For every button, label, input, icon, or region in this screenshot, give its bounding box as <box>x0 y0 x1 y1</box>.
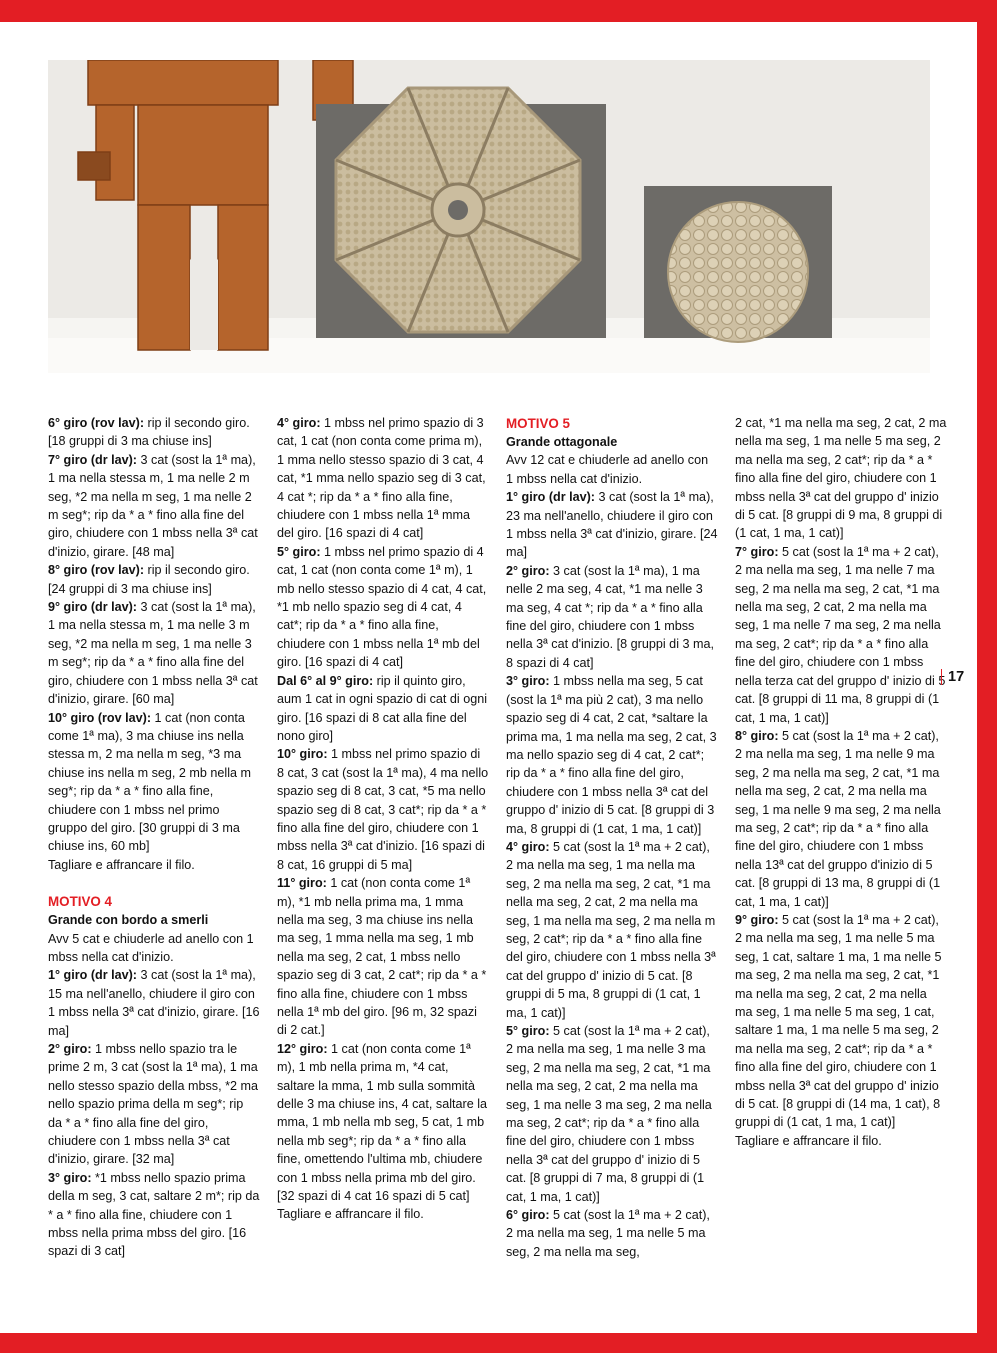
instruction-row: 9° giro: 5 cat (sost la 1ª ma + 2 cat), 2 ma nella ma seg, 1 ma nelle 5 ma seg, 1 cat, saltare 1 ma, 1 ma nelle 5 ma seg, 2 ma nella ma seg, 2 cat, *1 ma nella ma seg, 2 cat, 2 ma nella ma seg, 1 ma nelle 5 ma seg, 1 cat, saltare 1 ma, 1 ma nelle 5 ma seg, 2 ma nella ma seg, 2 cat*; rip da * a * fino alla fine del giro, chiudere con 1 mbss nella 3ª cat del gruppo d' inizio di 5 cat. [8 gruppi di (14 ma, 1 cat), 8 gruppi di (1 cat, 1 ma, 1 cat)] <box>735 912 942 1130</box>
column-1 <box>48 414 260 1261</box>
red-border-top <box>0 0 997 22</box>
instruction-row: 5° giro: 5 cat (sost la 1ª ma + 2 cat), 2 ma nella ma seg, 1 ma nelle 3 ma seg, 2 ma nella ma seg, 2 cat, *1 ma nella ma seg, 2 cat, 2 ma nella ma seg, 1 ma nelle 3 ma seg, 2 ma nella ma seg, 2 cat*; rip da * a * fino alla fine del giro, chiudere con 1 mbss nella 3ª cat del gruppo d' inizio di 5 cat. [8 gruppi di 7 ma, 8 gruppi di (1 cat, 1 ma, 1 cat)] <box>506 1024 712 1204</box>
instruction-row: 7° giro: 5 cat (sost la 1ª ma + 2 cat), 2 ma nella ma seg, 1 ma nelle 7 ma seg, 2 ma nella ma seg, 2 cat, *1 ma nella ma seg, 2 cat, 2 ma nella ma seg, 1 ma nelle 7 ma seg, 2 ma nella ma seg, 2 cat*; rip da * a * fino alla fine del giro, chiudere con 1 mbss nella terza cat del gruppo d' inizio di 5 cat. [8 gruppi di 11 ma, 8 gruppi di (1 cat, 1 ma, 1 cat)] <box>735 544 946 725</box>
instruction-row: 5° giro: 1 mbss nel primo spazio di 4 cat, 1 cat (non conta come 1ª m), 1 mb nello stesso spazio di 4 cat, 4 cat, *1 mb nello spazio seg di 4 cat, 4 cat*; rip da * a * fino alla fine, chiudere con 1 mbss nella 1ª mb del giro. [16 spazi di 4 cat] <box>277 544 487 670</box>
instruction-row: 8° giro (rov lav): rip il secondo giro. [24 gruppi di 3 ma chiuse ins] <box>48 563 250 596</box>
instruction-row: Tagliare e affrancare il filo. <box>277 1207 424 1222</box>
instruction-row: Tagliare e affrancare il filo. <box>48 857 195 872</box>
page-number: 17 <box>941 669 964 685</box>
instruction-row: 2° giro: 1 mbss nello spazio tra le prime 2 m, 3 cat (sost la 1ª ma), 1 ma nello stesso spazio della mbss, *2 ma nello spazio prima della m seg*; rip da * a * fino alla fine del giro, chiudere con 1 mbss nella 3ª cat d'inizio, girare. [32 ma] <box>48 1042 258 1167</box>
instruction-row: 6° giro: 5 cat (sost la 1ª ma + 2 cat), 2 ma nella ma seg, 1 ma nelle 5 ma seg, 2 ma nella ma seg, <box>506 1208 710 1259</box>
instruction-row: 1° giro (dr lav): 3 cat (sost la 1ª ma), 15 ma nell'anello, chiudere il giro con 1 mbss nella 3ª cat d'inizio, girare. [16 ma] <box>48 968 260 1038</box>
column-2 <box>277 414 489 1224</box>
red-border-bottom <box>0 1333 997 1353</box>
instruction-row: 1° giro (dr lav): 3 cat (sost la 1ª ma), 23 ma nell'anello, chiudere il giro con 1 mbss nella 3ª cat d'inizio, girare. [24 ma] <box>506 490 718 560</box>
crochet-motifs-photo <box>48 60 930 373</box>
instruction-row: 12° giro: 1 cat (non conta come 1ª m), 1 mb nella prima m, *4 cat, saltare la mma, 1 mb sulla sommità delle 3 ma chiuse ins, 4 cat, saltare la mma, 1 mb nella mb seg, 5 cat, 1 mb nella mb seg*; rip da * a * fino alla fine, omettendo l'ultima mb, chiudere con 1 mbss nella prima mb del giro. [32 spazi di 4 cat 16 spazi di 5 cat] <box>277 1041 488 1204</box>
red-border-right <box>977 0 997 1353</box>
instruction-row: 7° giro (dr lav): 3 cat (sost la 1ª ma), 1 ma nella stessa m, 1 ma nelle 2 m seg, *2 ma nella m seg, 1 ma nelle 2 m seg*; rip da * a * fino alla fine del giro, chiudere con 1 mbss nella 3ª cat d'inizio, girare. [48 ma] <box>48 452 258 559</box>
instruction-row: 3° giro: 1 mbss nella ma seg, 5 cat (sost la 1ª ma più 2 cat), 3 ma nello spazio seg di 4 cat, 2 cat, *saltare la prima ma, 1 ma nella ma seg, 2 cat, 3 ma nello spazio seg di 4 cat, 2 cat*; rip da * a * fino alla fine del giro, chiudere con 1 mbss nella 3ª cat del gruppo d' inizio di 5 cat. [8 gruppi di 3 ma, 8 gruppi di (1 cat, 1 ma, 1 cat)] <box>506 674 717 836</box>
instruction-row: 4° giro: 5 cat (sost la 1ª ma + 2 cat), 2 ma nella ma seg, 1 ma nella ma seg, 2 ma nella ma seg, 2 cat, *1 ma nella ma seg, 2 cat, 2 ma nella ma seg, 1 ma nella ma seg, 2 ma nella m seg, 2 cat*; rip da * a * fino alla fine del giro, chiudere con 1 mbss nella 3ª cat del gruppo d' inizio di 5 cat. [8 gruppi di 5 ma, 8 gruppi di (1 cat, 1 ma, 1 cat)] <box>506 839 716 1020</box>
motif-4-title: MOTIVO 4 <box>48 894 112 910</box>
instruction-row: Tagliare e affrancare il filo. <box>735 1133 882 1148</box>
instruction-row: 3° giro: *1 mbss nello spazio prima della m seg, 3 cat, saltare 2 m*; rip da * a * fino alla fine, chiudere con 1 mbss nella prima mbss del giro. [16 spazi di 3 cat] <box>48 1170 260 1259</box>
column-3 <box>506 414 718 1261</box>
instruction-row: 2° giro: 3 cat (sost la 1ª ma), 1 ma nelle 2 ma seg, 4 cat, *1 ma nelle 3 ma seg, 4 cat *; rip da * a * fino alla fine del giro, chiudere con 1 mbss nella 3ª cat d'inizio. [8 gruppi di 3 ma, 8 spazi di 4 cat] <box>506 563 714 670</box>
instruction-row: Dal 6° al 9° giro: rip il quinto giro, aum 1 cat in ogni spazio di cat di ogni giro. [16 spazi di 8 cat alla fine del nono giro] <box>277 673 488 743</box>
motif-5-subtitle: Grande ottagonale <box>506 435 618 449</box>
column-4 <box>735 414 947 1150</box>
instruction-row: 8° giro: 5 cat (sost la 1ª ma + 2 cat), 2 ma nella ma seg, 1 ma nelle 9 ma seg, 2 ma nella ma seg, 2 cat, *1 ma nella ma seg, 2 cat, 2 ma nella ma seg, 1 ma nelle 9 ma seg, 2 ma nella ma seg, 2 cat*; rip da * a * fino alla fine del giro, chiudere con 1 mbss nella 13ª cat del gruppo d'inizio di 5 cat. [8 gruppi di 13 ma, 8 gruppi di (1 cat, 1 ma, 1 cat)] <box>735 728 941 909</box>
instruction-row: 10° giro (rov lav): 1 cat (non conta come 1ª ma), 3 ma chiuse ins nella stessa m, 2 ma nella m seg, *3 ma chiuse ins nella m seg, 2 mb nella m seg*; rip da * a * fino alla fine, chiudere con 1 mbss nel primo gruppo del giro. [30 gruppi di 3 ma chiuse ins, 60 mb] <box>48 710 251 854</box>
instruction-row: 9° giro (dr lav): 3 cat (sost la 1ª ma), 1 ma nella stessa m, 1 ma nelle 3 m seg, *2 ma nella m seg, 1 ma nelle 3 m seg*; rip da * a * fino alla fine del giro, chiudere con 1 mbss nella 3ª cat d'inizio, girare. [60 ma] <box>48 600 258 707</box>
motif-4-subtitle: Grande con bordo a smerli <box>48 913 209 928</box>
motif-5-intro: Avv 12 cat e chiuderle ad anello con 1 mbss nella cat d'inizio. <box>506 453 709 486</box>
instruction-row: 4° giro: 1 mbss nel primo spazio di 3 cat, 1 cat (non conta come prima m), 1 mma nello stesso spazio di 3 cat, 4 cat, *1 mma nello spazio seg di 3 cat, 4 cat *; rip da * a * fino alla fine, chiudere con 1 mbss nella 1ª mma del giro. [16 spazi di 4 cat] <box>277 416 486 541</box>
instruction-row: 6° giro (rov lav): rip il secondo giro. [18 gruppi di 3 ma chiuse ins] <box>48 416 250 449</box>
instruction-row: 11° giro: 1 cat (non conta come 1ª m), *1 mb nella prima ma, 1 mma nella ma seg, 3 ma chiuse ins nella ma seg, 1 mma nella ma seg, 1 mb nella ma seg, 2 cat, 1 mbss nello spazio seg di 3 cat, 2 cat*; rip da * a * fino alla fine, chiudere con 1 mbss nella 1ª mb del giro. [96 m, 32 spazi di 2 cat.] <box>277 876 487 1038</box>
instruction-row: 2 cat, *1 ma nella ma seg, 2 cat, 2 ma nella ma seg, 1 ma nelle 5 ma seg, 2 ma nella ma seg, 2 cat*; rip da * a * fino alla fine del giro, chiudere con 1 mbss nella 3ª cat del gruppo d' inizio di 5 cat. [8 gruppi di 9 ma, 8 gruppi di (1 cat, 1 ma, 1 cat)] <box>735 416 947 541</box>
motif-4-intro: Avv 5 cat e chiuderle ad anello con 1 mbss nella cat d'inizio. <box>48 931 254 964</box>
motif-5-title: MOTIVO 5 <box>506 416 570 431</box>
instruction-row: 10° giro: 1 mbss nel primo spazio di 8 cat, 3 cat (sost la 1ª ma), 4 ma nello spazio seg di 8 cat, 3 cat, *5 ma nello spazio seg di 8 cat, 3 cat*; rip da * a * fino alla fine del giro, chiudere con 1 mbss nella 3ª cat d'inizio. [16 spazi di 8 cat, 16 gruppi di 5 ma] <box>277 747 489 872</box>
